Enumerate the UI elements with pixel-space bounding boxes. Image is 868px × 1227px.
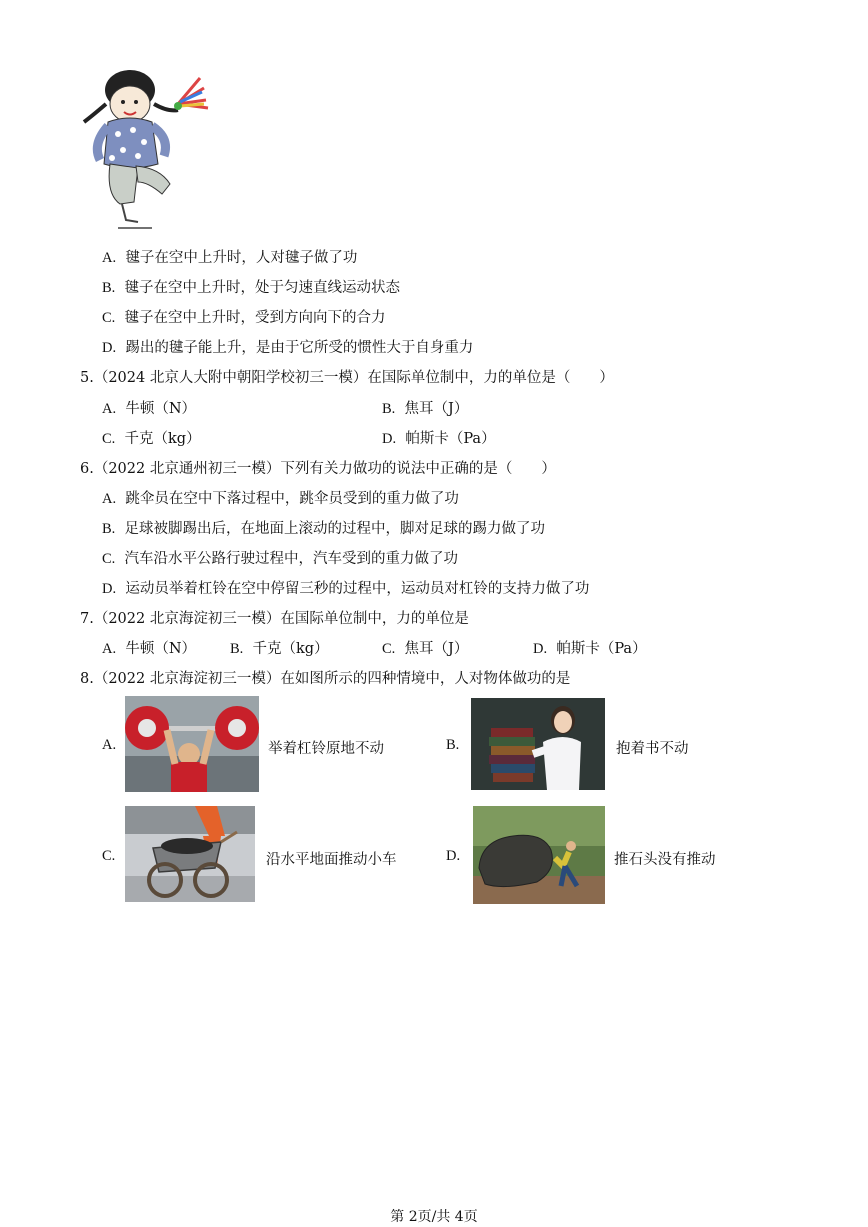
option-text: 毽子在空中上升时，处于匀速直线运动状态 [124, 280, 401, 296]
option-label: B. [102, 521, 116, 537]
q8-option-a-label: A. [102, 737, 117, 753]
q7-option-b [230, 637, 329, 658]
option-text: 足球被脚踢出后，在地面上滚动的过程中，脚对足球的踢力做了功 [124, 521, 546, 537]
option-text: 运动员举着杠铃在空中停留三秒的过程中，运动员对杠铃的支持力做了功 [125, 581, 590, 597]
option-text: 帕斯卡（Pa） [405, 431, 496, 447]
q6-option-b [102, 517, 545, 538]
wheelbarrow-photo [125, 806, 255, 902]
q7-stem: 7.（2022 北京海淀初三一模）在国际单位制中，力的单位是 [80, 611, 469, 627]
option-label: A. [102, 491, 117, 507]
option-text: 焦耳（J） [404, 641, 469, 657]
option-text: 踢出的毽子能上升，是由于它所受的惯性大于自身重力 [125, 340, 474, 356]
shuttlecock-girl-illustration [78, 64, 213, 232]
option-label: B. [102, 280, 116, 296]
option-label: D. [382, 431, 397, 447]
option-text: 千克（kg） [124, 431, 201, 447]
q5-option-a [102, 397, 196, 418]
q8-option-d-label: D. [446, 848, 461, 864]
q6-stem: 6.（2022 北京通州初三一模）下列有关力做功的说法中正确的是（ ） [80, 461, 556, 477]
option-label: C. [102, 551, 116, 567]
q8-option-c-text: 沿水平地面推动小车 [266, 852, 397, 868]
option-text: 牛顿（N） [125, 401, 197, 417]
option-text: 帕斯卡（Pa） [556, 641, 647, 657]
q4-option-b [102, 276, 400, 297]
pushing-rock-photo [473, 806, 605, 904]
page-number: 第 2页/共 4页 [390, 1209, 478, 1225]
option-text: 千克（kg） [252, 641, 329, 657]
option-text: 汽车沿水平公路行驶过程中，汽车受到的重力做了功 [124, 551, 459, 567]
q4-option-d [102, 336, 473, 357]
option-label: B. [382, 401, 396, 417]
q7-option-d [533, 637, 647, 658]
q6-option-a [102, 487, 459, 508]
q4-option-c [102, 306, 386, 327]
q8-stem: 8.（2022 北京海淀初三一模）在如图所示的四种情境中，人对物体做功的是 [80, 671, 571, 687]
option-text: 牛顿（N） [125, 641, 197, 657]
q7-option-c [382, 637, 468, 658]
option-label: D. [102, 581, 117, 597]
option-text: 毽子在空中上升时，受到方向向下的合力 [124, 310, 386, 326]
option-label: A. [102, 401, 117, 417]
q8-option-a-text: 举着杠铃原地不动 [268, 741, 384, 757]
option-label: C. [382, 641, 396, 657]
option-text: 毽子在空中上升时，人对毽子做了功 [125, 250, 358, 266]
q4-option-a [102, 246, 357, 267]
q8-option-b-label: B. [446, 737, 460, 753]
q5-option-b [382, 397, 468, 418]
q7-option-a [102, 637, 196, 658]
q5-stem: 5.（2024 北京人大附中朝阳学校初三一模）在国际单位制中，力的单位是（ ） [80, 370, 614, 386]
option-label: D. [533, 641, 548, 657]
weightlifter-photo [125, 696, 259, 792]
q8-option-b-text: 抱着书不动 [616, 741, 689, 757]
q5-option-c [102, 427, 201, 448]
option-label: A. [102, 250, 117, 266]
option-label: D. [102, 340, 117, 356]
q8-option-c-label: C. [102, 848, 116, 864]
option-text: 跳伞员在空中下落过程中，跳伞员受到的重力做了功 [125, 491, 459, 507]
q6-option-c [102, 547, 458, 568]
q8-option-d-text: 推石头没有推动 [614, 852, 716, 868]
option-label: B. [230, 641, 244, 657]
option-label: A. [102, 641, 117, 657]
q6-option-d [102, 577, 589, 598]
q5-option-d [382, 427, 496, 448]
option-label: C. [102, 310, 116, 326]
option-label: C. [102, 431, 116, 447]
woman-holding-books-photo [471, 698, 605, 790]
option-text: 焦耳（J） [404, 401, 469, 417]
